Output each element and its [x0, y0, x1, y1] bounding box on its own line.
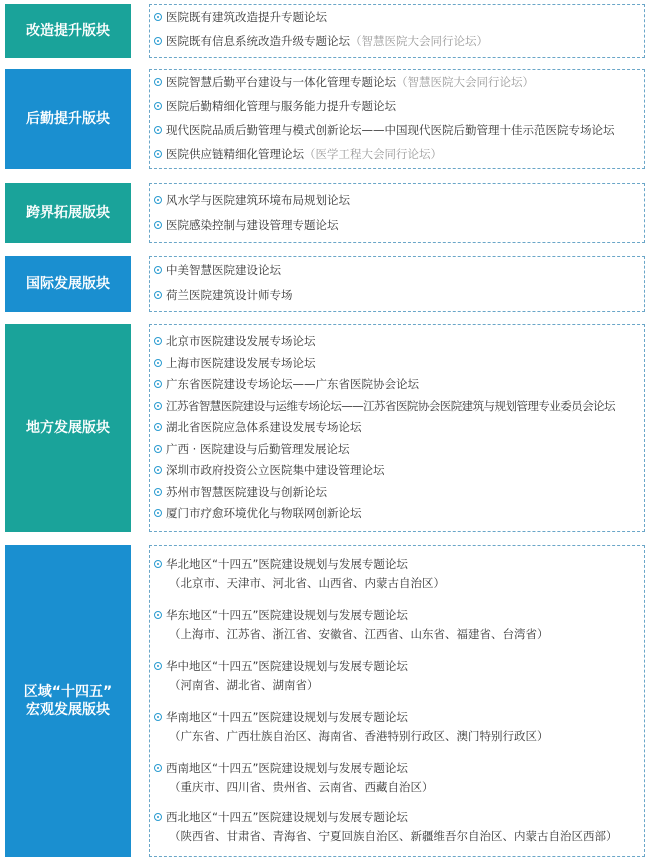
forum-list [149, 545, 645, 857]
forum-item [154, 34, 488, 49]
forum-title: 上海市医院建设发展专场论坛 [166, 356, 316, 370]
circle-bullet-icon [154, 813, 162, 821]
forum-region-list: （重庆市、四川省、贵州省、云南省、西藏自治区） [169, 780, 434, 794]
section-label-text: 跨界拓展版块 [26, 205, 110, 221]
circle-bullet-icon [154, 126, 162, 134]
circle-bullet-icon [154, 402, 162, 410]
section-label [5, 69, 131, 169]
section-label-text: 后勤提升版块 [26, 111, 110, 127]
circle-bullet-icon [154, 359, 162, 367]
forum-item [154, 356, 316, 371]
section-local [5, 324, 645, 532]
forum-note: （医学工程大会同行论坛） [304, 147, 442, 161]
section-label [5, 183, 131, 243]
forum-region-list: （上海市、江苏省、浙江省、安徽省、江西省、山东省、福建省、台湾省） [169, 627, 549, 641]
circle-bullet-icon [154, 150, 162, 158]
forum-title: 北京市医院建设发展专场论坛 [166, 334, 316, 348]
forum-region-list: （陕西省、甘肃省、青海省、宁夏回族自治区、新疆维吾尔自治区、内蒙古自治区西部） [169, 829, 618, 843]
section-label-text: 改造提升版块 [26, 23, 110, 39]
forum-region-list: （河南省、湖北省、湖南省） [169, 678, 319, 692]
forum-title: 荷兰医院建筑设计师专场 [166, 288, 293, 302]
forum-title: 现代医院品质后勤管理与模式创新论坛——中国现代医院后勤管理十佳示范医院专场论坛 [166, 123, 615, 137]
circle-bullet-icon [154, 291, 162, 299]
forum-title: 医院既有建筑改造提升专题论坛 [166, 10, 327, 24]
forum-item [154, 761, 408, 776]
section-label-line: 宏观发展版块 [26, 702, 110, 718]
circle-bullet-icon [154, 560, 162, 568]
circle-bullet-icon [154, 488, 162, 496]
forum-item [154, 334, 316, 349]
forum-title: 江苏省智慧医院建设与运维专场论坛——江苏省医院协会医院建筑与规划管理专业委员会论坛 [166, 399, 615, 413]
circle-bullet-icon [154, 196, 162, 204]
circle-bullet-icon [154, 221, 162, 229]
forum-title: 医院既有信息系统改造升级专题论坛 [166, 34, 350, 48]
section-label [5, 256, 131, 312]
forum-list [149, 4, 645, 58]
forum-title: 医院后勤精细化管理与服务能力提升专题论坛 [166, 99, 396, 113]
forum-title: 中美智慧医院建设论坛 [166, 263, 281, 277]
forum-list [149, 183, 645, 243]
section-label [5, 4, 131, 58]
forum-title: 医院供应链精细化管理论坛 [166, 147, 304, 161]
forum-item [154, 810, 408, 825]
section-label [5, 324, 131, 532]
section-crossover [5, 183, 645, 243]
forum-note: （智慧医院大会同行论坛） [396, 75, 534, 89]
forum-region-list: （北京市、天津市、河北省、山西省、内蒙古自治区） [169, 576, 445, 590]
forum-list [149, 256, 645, 312]
circle-bullet-icon [154, 102, 162, 110]
forum-title: 厦门市疗愈环境优化与物联网创新论坛 [166, 506, 362, 520]
circle-bullet-icon [154, 713, 162, 721]
forum-item [154, 377, 419, 392]
forum-title: 医院感染控制与建设管理专题论坛 [166, 218, 339, 232]
forum-list [149, 69, 645, 169]
forum-item [154, 99, 396, 114]
forum-title: 湖北省医院应急体系建设发展专场论坛 [166, 420, 362, 434]
forum-item [154, 10, 327, 25]
forum-title: 西南地区“十四五”医院建设规划与发展专题论坛 [166, 761, 408, 775]
circle-bullet-icon [154, 509, 162, 517]
forum-item [154, 420, 362, 435]
forum-note: （智慧医院大会同行论坛） [350, 34, 488, 48]
forum-item [154, 506, 362, 521]
section-regional [5, 545, 645, 857]
circle-bullet-icon [154, 764, 162, 772]
forum-item [154, 288, 293, 303]
forum-title: 风水学与医院建筑环境布局规划论坛 [166, 193, 350, 207]
section-logistics [5, 69, 645, 169]
forum-title: 西北地区“十四五”医院建设规划与发展专题论坛 [166, 810, 408, 824]
forum-title: 华南地区“十四五”医院建设规划与发展专题论坛 [166, 710, 408, 724]
circle-bullet-icon [154, 423, 162, 431]
section-label-text: 国际发展版块 [26, 276, 110, 292]
forum-title: 医院智慧后勤平台建设与一体化管理专题论坛 [166, 75, 396, 89]
forum-title: 深圳市政府投资公立医院集中建设管理论坛 [166, 463, 385, 477]
forum-title: 苏州市智慧医院建设与创新论坛 [166, 485, 327, 499]
forum-title: 广东省医院建设专场论坛——广东省医院协会论坛 [166, 377, 419, 391]
circle-bullet-icon [154, 266, 162, 274]
forum-title: 华中地区“十四五”医院建设规划与发展专题论坛 [166, 659, 408, 673]
section-renovation [5, 4, 645, 58]
section-label-text: 地方发展版块 [26, 420, 110, 436]
circle-bullet-icon [154, 13, 162, 21]
forum-item [154, 147, 442, 162]
forum-item [154, 75, 534, 90]
forum-item [154, 557, 408, 572]
forum-item [154, 218, 339, 233]
forum-item [154, 710, 408, 725]
forum-item [154, 263, 281, 278]
forum-title: 华北地区“十四五”医院建设规划与发展专题论坛 [166, 557, 408, 571]
circle-bullet-icon [154, 380, 162, 388]
section-international [5, 256, 645, 312]
forum-title: 华东地区“十四五”医院建设规划与发展专题论坛 [166, 608, 408, 622]
circle-bullet-icon [154, 78, 162, 86]
circle-bullet-icon [154, 662, 162, 670]
forum-item [154, 399, 615, 414]
circle-bullet-icon [154, 466, 162, 474]
forum-item [154, 608, 408, 623]
circle-bullet-icon [154, 445, 162, 453]
circle-bullet-icon [154, 37, 162, 45]
forum-item [154, 193, 350, 208]
forum-title: 广西 · 医院建设与后勤管理发展论坛 [166, 442, 350, 456]
forum-item [154, 123, 615, 138]
forum-item [154, 485, 327, 500]
section-label [5, 545, 131, 857]
circle-bullet-icon [154, 337, 162, 345]
forum-item [154, 659, 408, 674]
section-label-line: 区域“十四五” [23, 684, 113, 700]
forum-item [154, 442, 349, 457]
forum-list [149, 324, 645, 532]
forum-region-list: （广东省、广西壮族自治区、海南省、香港特别行政区、澳门特别行政区） [169, 729, 549, 743]
forum-item [154, 463, 385, 478]
circle-bullet-icon [154, 611, 162, 619]
